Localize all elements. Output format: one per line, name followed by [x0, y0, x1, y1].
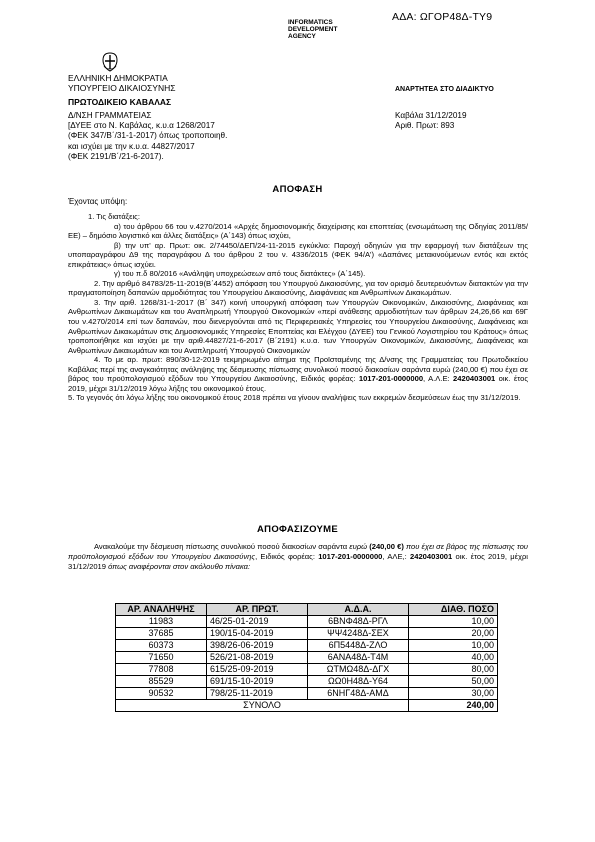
- commitment-number: 71650: [116, 652, 207, 664]
- commitments-table: [115, 603, 498, 712]
- table-row: [116, 676, 498, 688]
- ministry-name: ΥΠΟΥΡΓΕΙΟ ΔΙΚΑΙΟΣΥΝΗΣ: [68, 82, 176, 93]
- decision-ministry: Υπουργείου Δικαιοσύνης: [170, 551, 256, 561]
- ada-cell: ΩΩ0Η48Δ-Υ64: [308, 676, 409, 688]
- agency-line-3: AGENCY: [288, 33, 316, 41]
- consideration-4-tail: οικ. έτος 2019, μέχρι 31/12/2019 λόγω λήξης του οικονομικού έτους.: [68, 374, 528, 393]
- consideration-1a: α) του άρθρου 66 του ν.4270/2014 «Αρχές δημοσιονομικής διαχείρισης και εποπτείας (ενσωμάτωση της Οδηγίας 2011/85/ΕΕ) – δημόσιο λογιστικό και άλλες διατάξεις» (Α΄143) όπως ισχύει,: [68, 221, 528, 241]
- table-row: [116, 652, 498, 664]
- amount-cell: 40,00: [409, 652, 498, 664]
- service-line: Δ/ΝΣΗ ΓΡΑΜΜΑΤΕΙΑΣ: [68, 111, 152, 120]
- decision-text-part: Ανακαλούμε την δέσμευση πίστωσης συνολικού ποσού διακοσίων σαράντα: [94, 542, 350, 551]
- table-total-row: [116, 700, 498, 712]
- service-block: [68, 111, 227, 162]
- given-intro: Έχοντας υπόψη:: [68, 197, 128, 206]
- service-line: (ΦΕΚ 347/Β΄/31-1-2017) όπως τροποποιηθ.: [68, 131, 228, 141]
- consideration-4-text: 4. Το με αρ. πρωτ: 890/30-12-2019 τεκμηριωμένο αίτημα της Προϊσταμένης της Δ/νσης της Γραμματείας του Πρωτοδικείου Καβάλας περί της αναγκαιότητας ανάληψης της δέσμευσης πίστωσης συνολικού ποσού διακοσίων σαράντα ευρώ (240,00 €) που έχει σε βάρος του προϋπολογισμού εξόδων του Υπουργείου Δικαιοσύνης, Ειδικός φορέας:: [68, 355, 528, 384]
- consideration-1b: β) την υπ' αρ. Πρωτ: οικ. 2/74450/ΔΕΠ/24-11-2015 εγκύκλιο: Παροχή οδηγιών για την εφαρμογή των διατάξεων της υποπαραγράφου Δ9 της παραγράφου Δ του άρθρου 2 του ν. 4336/2015 (ΦΕΚ 94/Α') «Δαπάνες μετακινούμενων εντός και εκτός επικράτειας» όπως ισχύει.: [68, 240, 528, 269]
- consideration-2: 2. Την αριθμό 84783/25-11-2019(Β΄4452) απόφαση του Υπουργού Δικαιοσύνης, για τον ορισμό δευτερευόντων διατακτών για την πραγματοποίηση δαπανών αρμοδιότητας του Υπουργείου Δικαιοσύνης, Διαφάνειας και Ανθρωπίνων Δικαιωμάτων.: [68, 278, 528, 298]
- amount-cell: 10,00: [409, 640, 498, 652]
- commitment-number: 11983: [116, 616, 207, 628]
- country-name: ΕΛΛΗΝΙΚΗ ΔΗΜΟΚΡΑΤΙΑ: [68, 73, 168, 83]
- consideration-4: [68, 355, 528, 393]
- ada-cell: ΨΨ4248Δ-ΣΕΧ: [308, 628, 409, 640]
- protocol-cell: 615/25-09-2019: [207, 664, 308, 676]
- consideration-5: 5. Το γεγονός ότι λόγω λήξης του οικονομικού έτους 2018 πρέπει να γίνουν αναλήψεις των εκκρεμών δεσμεύσεων έως την 31/12/2019.: [68, 393, 521, 403]
- document-title: ΑΠΟΦΑΣΗ: [272, 184, 323, 195]
- table-row: [116, 688, 498, 700]
- decision-text-part: που έχει σε βάρος της πίστωσης του προϋπολογισμού εξόδων του: [68, 542, 528, 561]
- consideration-3: 3. Την αριθ. 1268/31-1-2017 (Β΄ 347) κοινή υπουργική απόφαση των Υπουργών Οικονομικών, Δικαιοσύνης, Διαφάνειας και Ανθρωπίνων Δικαιωμάτων και του Αναπληρωτή Υπουργού Οικονομικών «περί ανάθεσης αρμοδιοτήτων των άρθρων 24,26,66 και 69Γ του ν.4270/2014 επί των δαπανών, που διενεργούνται από τις Περιφερειακές Υπηρεσίες του Υπουργείου Δικαιοσύνης, Διαφάνειας και Ανθρωπίνων Δικαιωμάτων στις Δημοσιονομικές Υπηρεσίες Εποπτείας και Ελέγχου (ΔΥΕΕ) του Γενικού Λογιστηρίου του Κράτους» όπως τροποποιήθηκε και ισχύει με την αριθ.44827/21-6-2017 (Β΄2191) κ.υ.α. των Υπουργών Οικονομικών, Δικαιοσύνης, Διαφάνειας και Ανθρωπίνων Δικαιωμάτων και του Αναπληρωτή Υπουργού Οικονομικών: [68, 297, 528, 355]
- decision-text-part: , ΑΛΕ,:: [382, 551, 411, 561]
- decision-special-body-code: 1017-201-0000000: [318, 551, 383, 561]
- protocol-number: Αριθ. Πρωτ: 893: [395, 121, 455, 131]
- commitment-number: 60373: [116, 640, 207, 652]
- service-line: και ισχύει με την κ.υ.α. 44827/2017: [68, 141, 195, 151]
- decision-text-part: οικ. έτος 2019, μέχρι 31/12/2019: [68, 551, 528, 571]
- amount-cell: 20,00: [409, 628, 498, 640]
- decision-text-part: όπως αναφέρονται στον ακόλουθο πίνακα:: [108, 561, 251, 571]
- table-header-row: [116, 604, 498, 616]
- ale-label: , Α.Λ.Ε:: [423, 374, 454, 384]
- protocol-cell: 46/25-01-2019: [207, 616, 308, 628]
- amount-cell: 30,00: [409, 688, 498, 700]
- table-row: [116, 616, 498, 628]
- ada-cell: ΩΤΜΩ48Δ-ΔΓΧ: [308, 664, 409, 676]
- commitment-number: 37685: [116, 628, 207, 640]
- protocol-cell: 398/26-06-2019: [207, 640, 308, 652]
- consideration-1c: γ) του π.δ 80/2016 «Ανάληψη υποχρεώσεων από τους διατάκτες» (Α΄145).: [114, 269, 366, 279]
- ada-number: ΑΔΑ: ΩΓΟΡ48Δ-ΤΥ9: [392, 11, 493, 23]
- column-header: Α.Δ.Α.: [308, 604, 409, 616]
- total-label: ΣΥΝΟΛΟ: [116, 700, 409, 712]
- special-body-code: 1017-201-0000000: [358, 374, 424, 384]
- header-authority: [68, 74, 176, 93]
- decision-amount: (240,00 €): [369, 542, 404, 551]
- decision-ale-code: 2420403001: [410, 551, 453, 561]
- column-header: ΔΙΑΘ. ΠΟΣΟ: [409, 604, 498, 616]
- ale-code: 2420403001: [453, 374, 496, 384]
- total-value: 240,00: [409, 700, 498, 712]
- decision-text-part: ευρώ: [349, 542, 368, 551]
- commitment-number: 77808: [116, 664, 207, 676]
- protocol-cell: 526/21-08-2019: [207, 652, 308, 664]
- service-line: (ΦΕΚ 2191/Β΄/21-6-2017).: [68, 151, 164, 161]
- column-header: ΑΡ. ΑΝΑΛΗΨΗΣ: [116, 604, 207, 616]
- protocol-cell: 691/15-10-2019: [207, 676, 308, 688]
- posted-notice: ΑΝΑΡΤΗΤΕΑ ΣΤΟ ΔΙΑΔΙΚΤΥΟ: [395, 86, 494, 93]
- amount-cell: 80,00: [409, 664, 498, 676]
- decision-text-part: , Ειδικός φορέας:: [255, 551, 319, 561]
- agency-line-1: INFORMATICS: [288, 19, 333, 26]
- amount-cell: 50,00: [409, 676, 498, 688]
- commitment-number: 85529: [116, 676, 207, 688]
- table-row: [116, 664, 498, 676]
- commitment-number: 90532: [116, 688, 207, 700]
- ada-cell: 6ΝΗΓ48Δ-ΑΜΔ: [308, 688, 409, 700]
- date-block: [395, 111, 467, 131]
- document-date: Καβάλα 31/12/2019: [395, 111, 467, 120]
- decision-text: [68, 542, 528, 571]
- decision-title: ΑΠΟΦΑΣΙΖΟΥΜΕ: [257, 524, 338, 535]
- agency-line-2: DEVELOPMENT: [288, 26, 338, 34]
- table-row: [116, 640, 498, 652]
- service-line: [ΔΥΕΕ στο Ν. Καβάλας, κ.υ.α 1268/2017: [68, 121, 215, 131]
- column-header: ΑΡ. ΠΡΩΤ.: [207, 604, 308, 616]
- amount-cell: 10,00: [409, 616, 498, 628]
- ada-cell: 6ΑΝΑ48Δ-Τ4Μ: [308, 652, 409, 664]
- ada-cell: 6ΒΝΦ48Δ-ΡΓΛ: [308, 616, 409, 628]
- greek-emblem-icon: [101, 52, 119, 72]
- court-name: ΠΡΩΤΟΔΙΚΕΙΟ ΚΑΒΑΛΑΣ: [68, 97, 172, 107]
- protocol-cell: 190/15-04-2019: [207, 628, 308, 640]
- ada-cell: 6Π5448Δ-ΖΛΟ: [308, 640, 409, 652]
- considerations-body: [68, 212, 528, 403]
- protocol-cell: 798/25-11-2019: [207, 688, 308, 700]
- consideration-1: 1. Τις διατάξεις:: [88, 212, 140, 221]
- table-row: [116, 628, 498, 640]
- agency-name: [288, 19, 337, 41]
